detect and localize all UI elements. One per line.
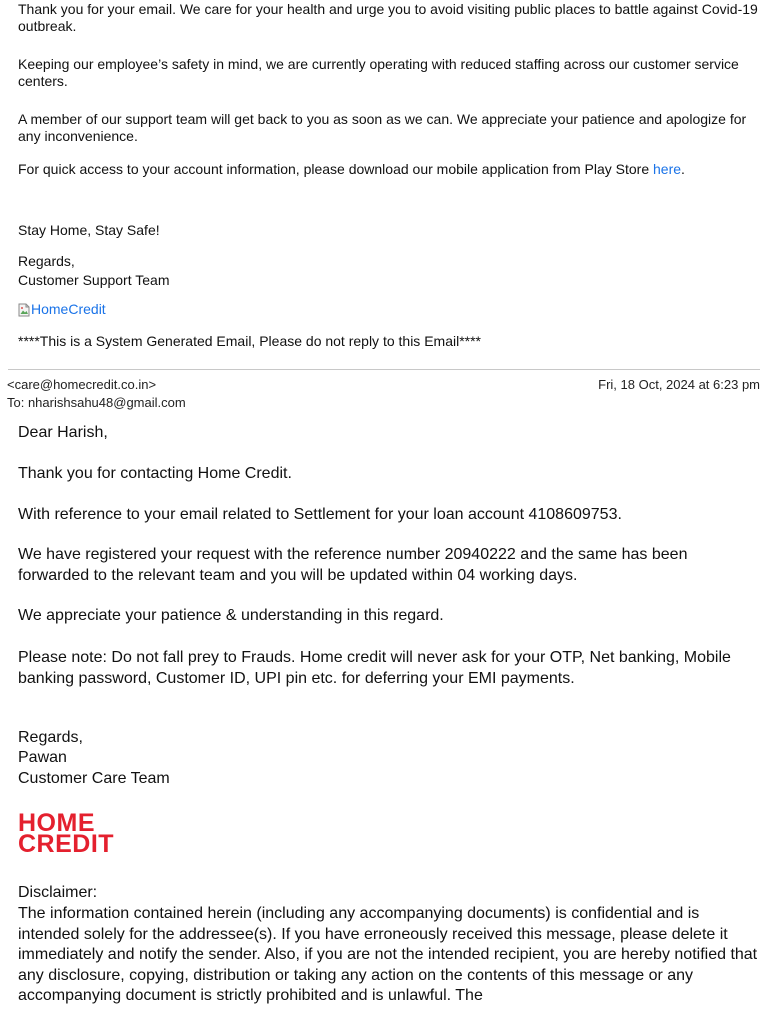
body-line-5: Please note: Do not fall prey to Frauds. Home credit will never ask for your OTP, Net banking, Mobile banking password, Customer ID, UPI pin etc. for deferring your EMI payments.: [18, 649, 731, 687]
first-email-team: Customer Support Team: [18, 272, 170, 288]
body-line-1: Thank you for contacting Home Credit.: [18, 465, 292, 482]
broken-image-icon: [18, 303, 30, 317]
logo-line-1: HOME: [18, 809, 95, 837]
recipient-address: To: nharishsahu48@gmail.com: [7, 395, 186, 410]
thread-divider: [8, 369, 760, 370]
first-email-paragraph-4-end: .: [681, 161, 685, 177]
homecredit-image-alt-text: HomeCredit: [31, 301, 106, 317]
second-email-team: Customer Care Team: [18, 770, 170, 787]
system-generated-note: ****This is a System Generated Email, Please do not reply to this Email****: [18, 333, 481, 349]
signer-name: Pawan: [18, 749, 67, 766]
first-email-paragraph-4: [18, 161, 685, 178]
first-email-paragraph-3: A member of our support team will get back to you as soon as we can. We appreciate your patience and apologize for any inconvenience.: [18, 111, 747, 144]
stay-safe-line: Stay Home, Stay Safe!: [18, 222, 160, 238]
home-credit-logo: [18, 809, 115, 858]
disclaimer-title: Disclaimer:: [18, 884, 98, 901]
homecredit-image-link[interactable]: [18, 301, 106, 318]
logo-line-2: CREDIT: [18, 830, 115, 858]
first-email-paragraph-4-text: For quick access to your account information, please download our mobile application from Play Store: [18, 161, 653, 177]
email-date: Fri, 18 Oct, 2024 at 6:23 pm: [598, 377, 760, 392]
play-store-link[interactable]: here: [653, 161, 682, 177]
first-email-paragraph-1: Thank you for your email. We care for your health and urge you to avoid visiting public places to battle against Covid-19 outbreak.: [18, 1, 758, 34]
greeting: Dear Harish,: [18, 424, 108, 441]
disclaimer-text: The information contained herein (including any accompanying documents) is confidential and is intended solely for the addressee(s). If you have erroneously received this message, please delete it immediately and notify the sender. Also, if you are not the intended recipient, you are hereby notified that any disclosure, copying, distribution or taking any action on the contents of this message or any accompanying document is strictly prohibited and is unlawful. The: [18, 905, 758, 1004]
first-email-paragraph-2: Keeping our employee’s safety in mind, we are currently operating with reduced staffing across our customer service centers.: [18, 56, 739, 89]
second-email-regards: Regards,: [18, 729, 83, 746]
body-line-2: With reference to your email related to Settlement for your loan account 4108609753.: [18, 506, 622, 523]
sender-address[interactable]: <care@homecredit.co.in>: [7, 377, 157, 392]
first-email-regards: Regards,: [18, 253, 75, 269]
body-line-3: We have registered your request with the reference number 20940222 and the same has been forwarded to the relevant team and you will be updated within 04 working days.: [18, 546, 688, 584]
body-line-4: We appreciate your patience & understanding in this regard.: [18, 607, 444, 624]
